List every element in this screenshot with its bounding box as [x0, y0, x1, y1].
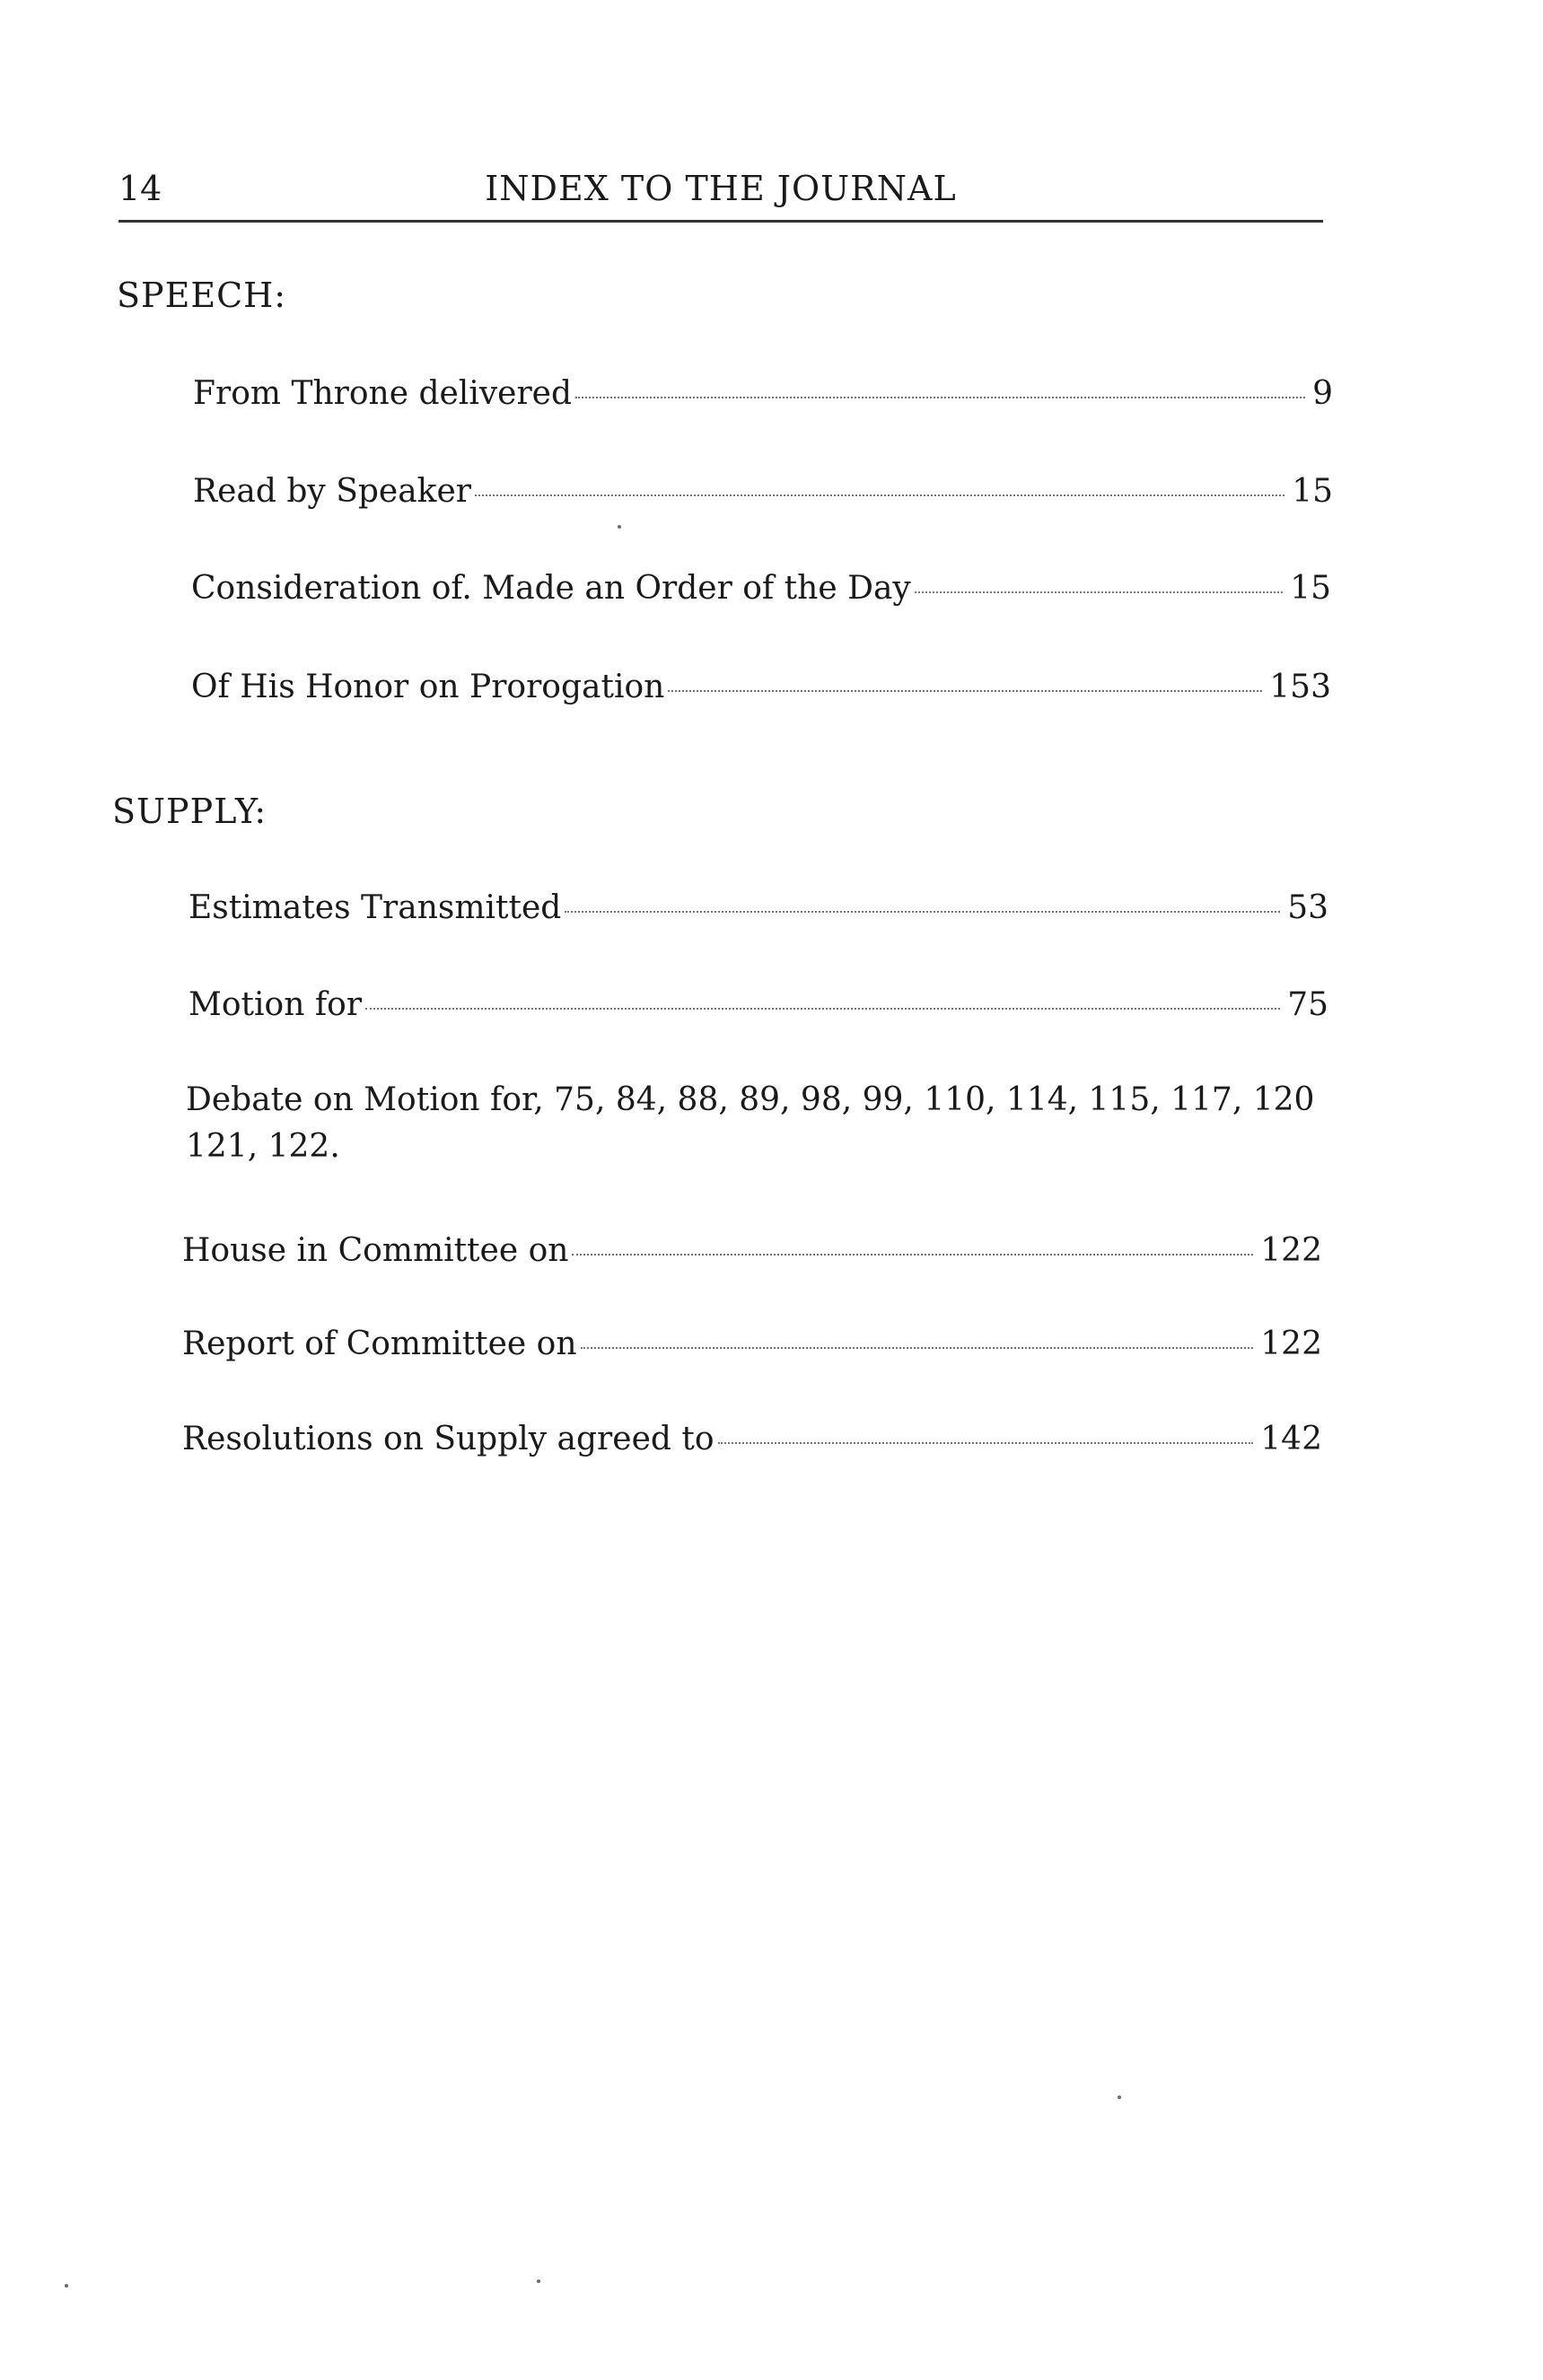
index-entry	[188, 984, 1328, 1027]
entry-label: Consideration of. Made an Order of the Day	[191, 570, 911, 607]
index-entry	[182, 1229, 1322, 1273]
index-entry	[191, 666, 1331, 709]
dot-leader	[915, 591, 1283, 593]
index-entry	[188, 887, 1328, 930]
index-entry	[191, 567, 1331, 610]
entry-label: Read by Speaker	[193, 473, 471, 510]
entry-page-number: 122	[1260, 1326, 1322, 1362]
page-number: 14	[118, 169, 162, 208]
dot-leader	[565, 911, 1280, 913]
entry-page-number: 75	[1287, 986, 1328, 1023]
entry-label: Report of Committee on	[182, 1326, 577, 1362]
entry-page-number: 153	[1269, 669, 1331, 705]
index-entry	[182, 1418, 1322, 1461]
index-entry	[182, 1323, 1322, 1366]
running-title: INDEX TO THE JOURNAL	[485, 169, 957, 208]
entry-label: Estimates Transmitted	[188, 889, 562, 926]
entry-label: Of His Honor on Prorogation	[191, 669, 665, 705]
entry-page-number: 15	[1290, 570, 1331, 607]
scan-speck	[1118, 2096, 1121, 2099]
header-rule	[118, 220, 1323, 223]
entry-label: Motion for	[188, 986, 363, 1023]
entry-page-number: 9	[1312, 375, 1333, 412]
dot-leader	[365, 1008, 1280, 1010]
section-heading-speech: SPEECH:	[117, 276, 287, 315]
dot-leader	[581, 1347, 1254, 1349]
entry-label: Resolutions on Supply agreed to	[182, 1421, 715, 1457]
section-heading-supply: SUPPLY:	[112, 792, 267, 831]
index-entry	[193, 372, 1333, 416]
index-entry-multiline: Debate on Motion for, 75, 84, 88, 89, 98, 99, 110, 114, 115, 117, 120 121, 122.	[186, 1081, 1315, 1165]
entry-label: From Throne delivered	[193, 375, 573, 412]
entry-page-number: 15	[1292, 473, 1333, 510]
entry-page-number: 53	[1287, 889, 1328, 926]
dot-leader	[572, 1254, 1253, 1256]
dot-leader	[668, 690, 1262, 692]
dot-leader	[475, 494, 1284, 496]
scan-speck	[618, 525, 621, 529]
scan-speck	[537, 2279, 540, 2283]
entry-label: House in Committee on	[182, 1232, 569, 1269]
index-entry	[193, 470, 1333, 513]
page-header	[118, 162, 1323, 217]
scan-speck	[65, 2284, 68, 2288]
entry-page-number: 122	[1260, 1232, 1322, 1269]
entry-page-number: 142	[1260, 1421, 1322, 1457]
dot-leader	[718, 1442, 1254, 1444]
dot-leader	[575, 397, 1305, 398]
